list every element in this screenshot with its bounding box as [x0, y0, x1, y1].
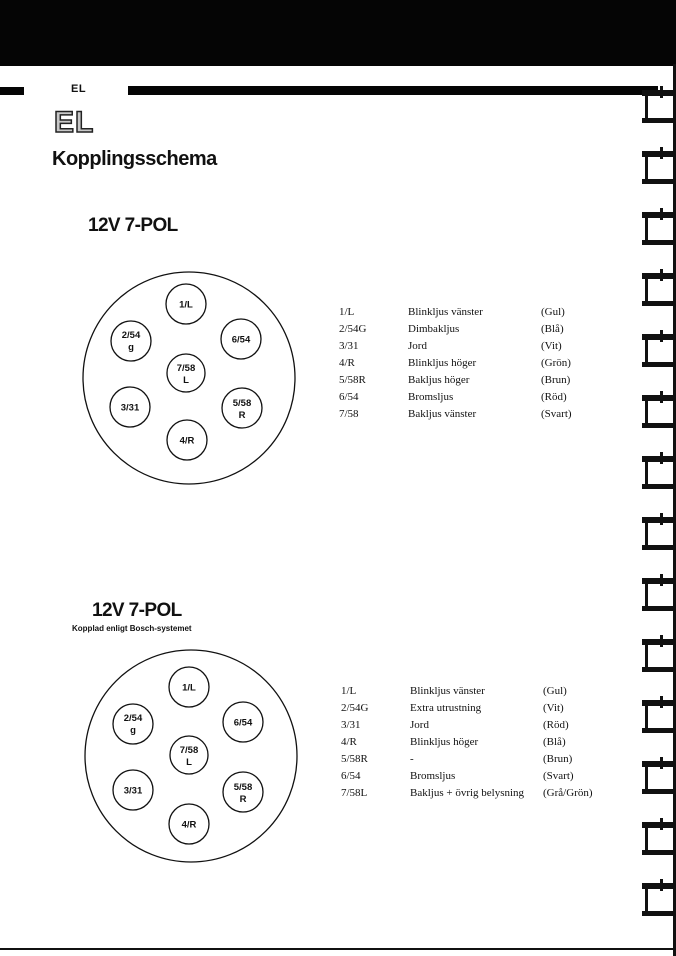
bottom-rule: [0, 948, 676, 950]
pin-code: 2/54G: [339, 323, 367, 335]
binder-spine-decoration: [640, 64, 676, 956]
pin-sublabel: R: [239, 794, 247, 805]
pin-code: 7/58: [339, 408, 359, 420]
section-code: EL: [54, 106, 95, 139]
pin-6: [221, 319, 261, 359]
pin-label: 6/54: [231, 334, 251, 346]
pin-label: 3/31: [120, 402, 140, 414]
pin-function: Bakljus höger: [408, 374, 470, 386]
wire-color: (Blå): [543, 736, 566, 748]
wire-color: (Röd): [541, 391, 567, 403]
pin-function: Bakljus vänster: [408, 408, 477, 420]
wire-color: (Vit): [541, 340, 562, 352]
header-rule-left: [0, 87, 24, 95]
pin-label: 5/58: [233, 782, 253, 793]
pin-function: Jord: [408, 340, 427, 352]
pin-label: 6/54: [233, 717, 253, 729]
wire-color: (Svart): [543, 770, 574, 782]
wire-color: (Brun): [541, 374, 571, 386]
pin-label: 2/54: [123, 713, 143, 724]
connector-diagram-2: [83, 648, 299, 864]
pin-7: [167, 354, 205, 392]
pin-code: 2/54G: [341, 702, 369, 714]
wire-color: (Svart): [541, 408, 572, 420]
pin-function: Extra utrustning: [410, 702, 482, 714]
pin-4: [167, 420, 207, 460]
pin-code: 7/58L: [341, 787, 368, 799]
pin-code: 5/58R: [341, 753, 368, 765]
pin-sublabel: L: [186, 757, 192, 768]
wire-color: (Vit): [543, 702, 564, 714]
pin-label: 4/R: [181, 819, 197, 831]
page-title: Kopplingsschema: [52, 148, 217, 170]
pin-2: [111, 321, 151, 361]
pin-table-diagram-2: [341, 685, 611, 805]
pin-code: 5/58R: [339, 374, 366, 386]
pin-3: [110, 387, 150, 427]
pin-function: Bromsljus: [408, 391, 454, 403]
spine-binding-mark: [642, 208, 674, 245]
wire-color: (Gul): [543, 685, 567, 697]
pin-6: [223, 702, 263, 742]
spine-binding-mark: [642, 86, 674, 123]
pin-function: -: [410, 753, 414, 765]
spine-binding-mark: [642, 635, 674, 672]
pin-4: [169, 804, 209, 844]
pin-function: Blinkljus vänster: [408, 306, 483, 318]
pin-label: 2/54: [121, 330, 141, 341]
diagram-2-subtitle: Kopplad enligt Bosch-systemet: [72, 624, 192, 633]
pin-function: Jord: [410, 719, 429, 731]
wire-color: (Grön): [541, 357, 571, 369]
pin-sublabel: R: [238, 410, 246, 421]
diagram-2-title: 12V 7-POL: [92, 600, 182, 621]
pin-table-diagram-1: [339, 306, 599, 426]
spine-binding-mark: [642, 818, 674, 855]
spine-binding-mark: [642, 696, 674, 733]
pin-label: 7/58: [179, 745, 199, 756]
spine-binding-mark: [642, 391, 674, 428]
pin-code: 6/54: [341, 770, 361, 782]
pin-code: 3/31: [341, 719, 361, 731]
pin-code: 3/31: [339, 340, 359, 352]
wire-color: (Brun): [543, 753, 573, 765]
wire-color: (Grå/Grön): [543, 787, 593, 799]
spine-binding-mark: [642, 330, 674, 367]
pin-sublabel: g: [128, 342, 134, 353]
spine-binding-mark: [642, 879, 674, 916]
pin-code: 6/54: [339, 391, 359, 403]
pin-label: 5/58: [232, 398, 252, 409]
pin-3: [113, 770, 153, 810]
pin-1: [166, 284, 206, 324]
pin-5: [223, 772, 263, 812]
connector-diagram-1: [81, 270, 297, 486]
pin-function: Blinkljus höger: [410, 736, 479, 748]
pin-label: 1/L: [179, 299, 193, 311]
pin-5: [222, 388, 262, 428]
pin-function: Bakljus + övrig belysning: [410, 787, 525, 799]
pin-label: 3/31: [123, 785, 143, 797]
spine-binding-mark: [642, 513, 674, 550]
pin-sublabel: g: [130, 725, 136, 736]
pin-code: 4/R: [341, 736, 357, 748]
pin-label: 7/58: [176, 363, 196, 374]
pin-label: 1/L: [182, 682, 196, 694]
wire-color: (Gul): [541, 306, 565, 318]
pin-label: 4/R: [179, 435, 195, 447]
pin-function: Blinkljus vänster: [410, 685, 485, 697]
header-section-code: EL: [71, 83, 87, 95]
pin-7: [170, 736, 208, 774]
pin-code: 4/R: [339, 357, 355, 369]
pin-code: 1/L: [341, 685, 357, 697]
diagram-1-title: 12V 7-POL: [88, 215, 178, 236]
spine-binding-mark: [642, 452, 674, 489]
pin-function: Dimbakljus: [408, 323, 460, 335]
pin-function: Bromsljus: [410, 770, 456, 782]
pin-sublabel: L: [183, 375, 189, 386]
wire-color: (Blå): [541, 323, 564, 335]
top-black-bar: [0, 0, 676, 66]
spine-binding-mark: [642, 574, 674, 611]
header-rule-right: [128, 86, 658, 95]
pin-code: 1/L: [339, 306, 355, 318]
pin-2: [113, 704, 153, 744]
spine-binding-mark: [642, 269, 674, 306]
wire-color: (Röd): [543, 719, 569, 731]
spine-binding-mark: [642, 757, 674, 794]
pin-1: [169, 667, 209, 707]
pin-function: Blinkljus höger: [408, 357, 477, 369]
spine-binding-mark: [642, 147, 674, 184]
